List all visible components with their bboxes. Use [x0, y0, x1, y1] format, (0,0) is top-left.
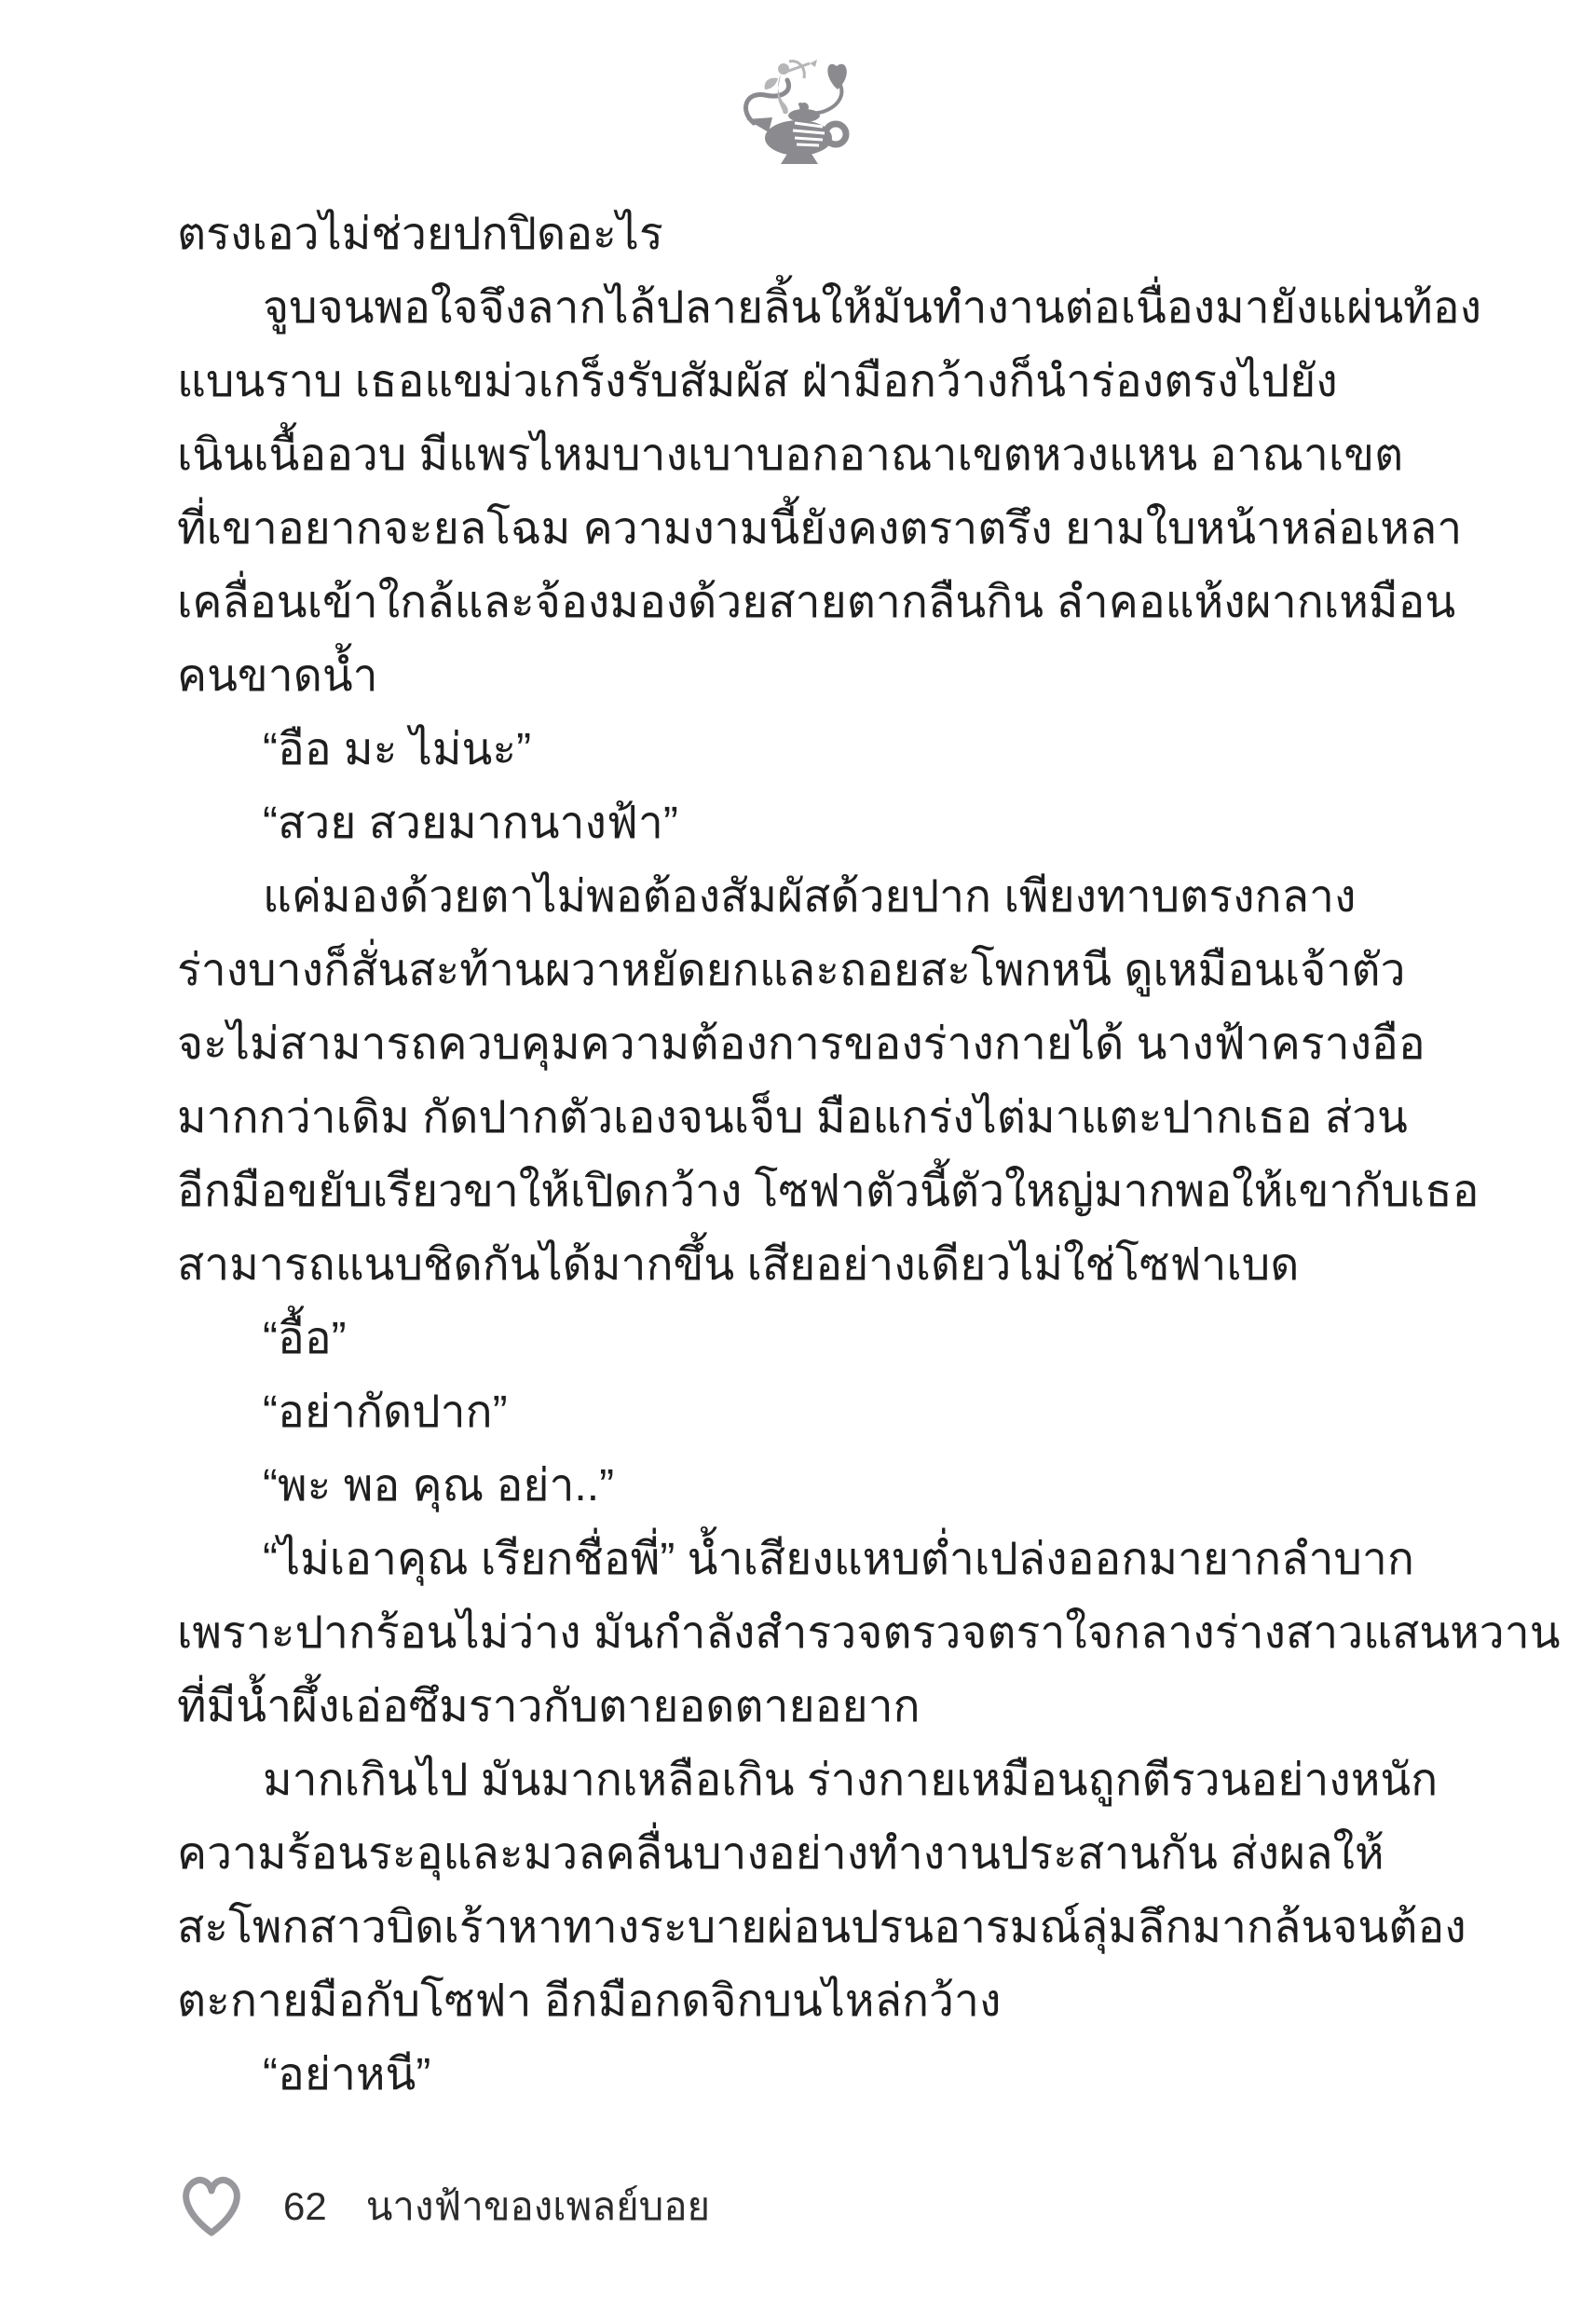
text-line: มากกว่าเดิม กัดปากตัวเองจนเจ็บ มือแกร่งไต่มาแตะปากเธอ ส่วน — [177, 1093, 1408, 1142]
text-line: อีกมือขยับเรียวขาให้เปิดกว้าง โซฟาตัวนี้ตัวใหญ่มากพอให้เขากับเธอ — [177, 1167, 1480, 1216]
dialogue-line: “ไม่เอาคุณ เรียกชื่อพี่” น้ำเสียงแหบต่ำเปล่งออกมายากลำบาก — [263, 1535, 1414, 1584]
dialogue-line: “อย่ากัดปาก” — [263, 1388, 508, 1437]
text-line: แค่มองด้วยตาไม่พอต้องสัมผัสด้วยปาก เพียงทาบตรงกลาง — [263, 872, 1357, 922]
dialogue-line: “อือ มะ ไม่นะ” — [263, 725, 532, 774]
page-footer — [177, 2173, 710, 2240]
dialogue-line: “อย่าหนี” — [263, 2050, 431, 2099]
text-line: ความร้อนระอุและมวลคลื่นบางอย่างทำงานประสานกัน ส่งผลให้ — [177, 1829, 1385, 1879]
text-line: สะโพกสาวบิดเร้าหาทางระบายผ่อนปรนอารมณ์ลุ่มลึกมากล้นจนต้อง — [177, 1903, 1466, 1952]
dialogue-line: “พะ พอ คุณ อย่า..” — [263, 1461, 615, 1511]
text-line: เนินเนื้ออวบ มีแพรไหมบางเบาบอกอาณาเขตหวงแหน อาณาเขต — [177, 431, 1404, 480]
text-line: ตรงเอวไม่ช่วยปกปิดอะไร — [177, 210, 663, 259]
text-line: จูบจนพอใจจึงลากไล้ปลายลิ้นให้มันทำงานต่อเนื่องมายังแผ่นท้อง — [263, 283, 1482, 333]
book-title: นางฟ้าของเพลย์บอย — [365, 2184, 711, 2228]
text-line: เคลื่อนเข้าใกล้และจ้องมองด้วยสายตากลืนกิน ลำคอแห้งผากเหมือน — [177, 578, 1456, 627]
text-line: แบนราบ เธอแขม่วเกร็งรับสัมผัส ฝ่ามือกว้างก็นำร่องตรงไปยัง — [177, 357, 1338, 406]
page-number: 62 — [283, 2184, 327, 2228]
text-line: ร่างบางก็สั่นสะท้านผวาหยัดยกและถอยสะโพกหนี ดูเหมือนเจ้าตัว — [177, 946, 1406, 995]
page-header — [0, 48, 1596, 170]
text-line: สามารถแนบชิดกันได้มากขึ้น เสียอย่างเดียวไม่ใช่โซฟาเบด — [177, 1240, 1300, 1290]
dialogue-line: “อื้อ” — [263, 1314, 347, 1363]
text-line: ที่มีน้ำผึ้งเอ่อซึมราวกับตายอดตายอยาก — [177, 1682, 921, 1731]
dialogue-line: “สวย สวยมากนางฟ้า” — [263, 799, 678, 848]
text-line: จะไม่สามารถควบคุมความต้องการของร่างกายได้ นางฟ้าครางอือ — [177, 1019, 1425, 1069]
text-line: เพราะปากร้อนไม่ว่าง มันกำลังสำรวจตรวจตราใจกลางร่างสาวแสนหวาน — [177, 1608, 1561, 1658]
text-line: ตะกายมือกับโซฟา อีกมือกดจิกบนไหล่กว้าง — [177, 1976, 1002, 2026]
page-body — [177, 198, 1561, 2112]
text-line: มากเกินไป มันมากเหลือเกิน ร่างกายเหมือนถูกตีรวนอย่างหนัก — [263, 1756, 1439, 1805]
cupid-genie-lamp-logo-icon — [741, 48, 856, 170]
text-line: ที่เขาอยากจะยลโฉม ความงามนี้ยังคงตราตรึง ยามใบหน้าหล่อเหลา — [177, 504, 1463, 554]
text-line: คนขาดน้ำ — [177, 651, 378, 701]
heart-icon — [177, 2173, 246, 2240]
